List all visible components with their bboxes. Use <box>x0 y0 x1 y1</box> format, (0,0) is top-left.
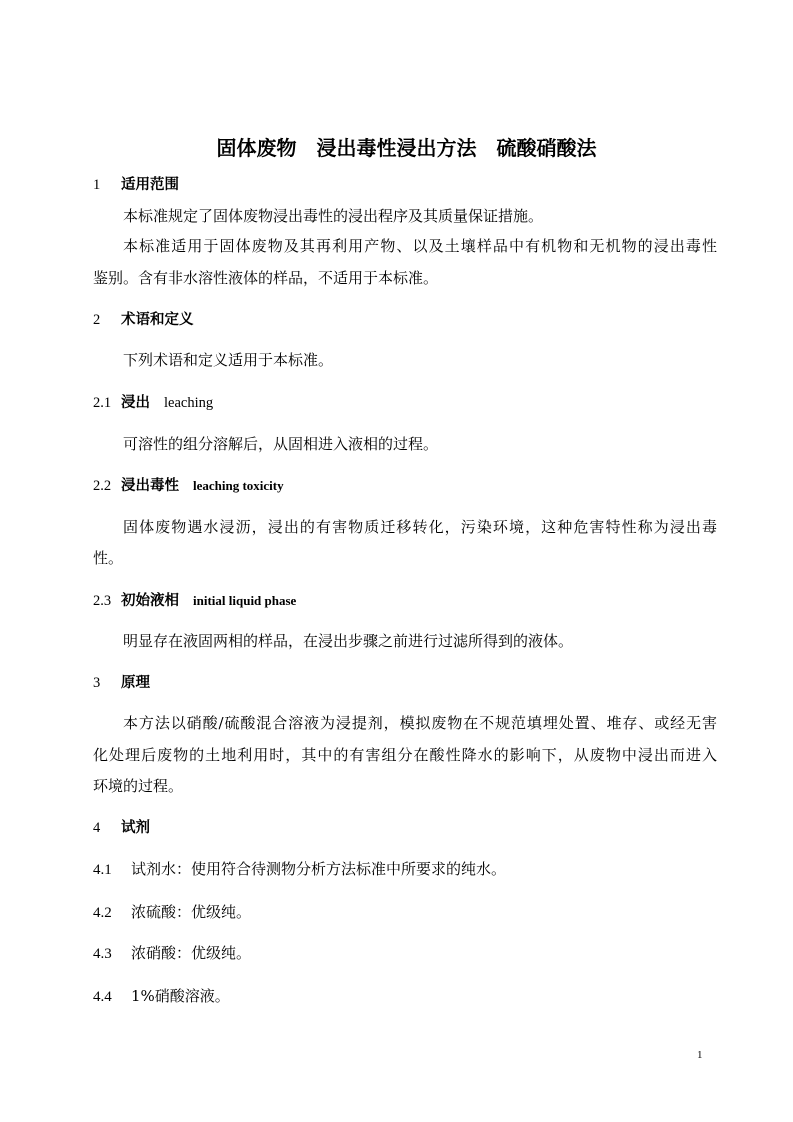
paragraph: 可溶性的组分溶解后，从固相进入液相的过程。 <box>123 435 439 453</box>
section-number: 4 <box>93 820 101 836</box>
section-title: 术语和定义 <box>121 312 194 328</box>
section-2-1-heading <box>93 393 213 413</box>
section-title: 适用范围 <box>121 177 179 193</box>
item-number: 4.3 <box>93 946 112 962</box>
section-3-heading <box>93 673 150 693</box>
section-2-2-heading <box>93 476 284 496</box>
paragraph: 下列术语和定义适用于本标准。 <box>123 351 334 369</box>
section-2-3-heading <box>93 591 296 611</box>
section-number: 2.2 <box>93 478 112 494</box>
paragraph: 本标准规定了固体废物浸出毒性的浸出程序及其质量保证措施。 <box>123 207 544 225</box>
section-4-heading <box>93 818 150 838</box>
list-item <box>93 986 230 1007</box>
paragraph: 本方法以硝酸/硫酸混合溶液为浸提剂，模拟废物在不规范填埋处置、堆存、或经无害 <box>123 714 717 732</box>
section-number: 2.3 <box>93 593 112 609</box>
paragraph: 性。 <box>93 549 124 567</box>
paragraph: 明显存在液固两相的样品，在浸出步骤之前进行过滤所得到的液体。 <box>123 632 574 650</box>
item-number: 4.4 <box>93 989 112 1005</box>
section-1-heading <box>93 175 179 195</box>
english-term: leaching toxicity <box>193 478 284 493</box>
paragraph: 环境的过程。 <box>93 777 184 795</box>
item-text: 浓硝酸：优级纯。 <box>131 944 252 962</box>
list-item <box>93 943 251 964</box>
section-number: 3 <box>93 675 101 691</box>
section-number: 2.1 <box>93 395 112 411</box>
section-title: 浸出毒性 <box>121 478 179 494</box>
item-number: 4.2 <box>93 905 112 921</box>
item-number: 4.1 <box>93 862 112 878</box>
paragraph: 本标准适用于固体废物及其再利用产物、以及土壤样品中有机物和无机物的浸出毒性 <box>123 237 717 255</box>
page-title: 固体废物 浸出毒性浸出方法 硫酸硝酸法 <box>216 136 597 160</box>
page-number: 1 <box>697 1049 703 1061</box>
section-number: 1 <box>93 177 101 193</box>
item-text: 浓硫酸：优级纯。 <box>131 903 252 921</box>
paragraph: 固体废物遇水浸沥，浸出的有害物质迁移转化，污染环境，这种危害特性称为浸出毒 <box>123 518 717 536</box>
section-2-heading <box>93 310 194 330</box>
section-number: 2 <box>93 312 101 328</box>
section-title: 浸出 <box>121 395 150 411</box>
item-text: 1%硝酸溶液。 <box>131 987 230 1005</box>
item-text: 试剂水：使用符合待测物分析方法标准中所要求的纯水。 <box>131 860 507 878</box>
section-title: 试剂 <box>121 820 150 836</box>
list-item <box>93 902 251 923</box>
english-term: leaching <box>164 395 214 411</box>
list-item <box>93 859 506 880</box>
section-title: 原理 <box>121 675 150 691</box>
paragraph: 化处理后废物的土地利用时，其中的有害组分在酸性降水的影响下，从废物中浸出而进入 <box>93 746 717 764</box>
english-term: initial liquid phase <box>193 593 297 608</box>
paragraph: 鉴别。含有非水溶性液体的样品，不适用于本标准。 <box>93 269 439 287</box>
section-title: 初始液相 <box>121 593 179 609</box>
